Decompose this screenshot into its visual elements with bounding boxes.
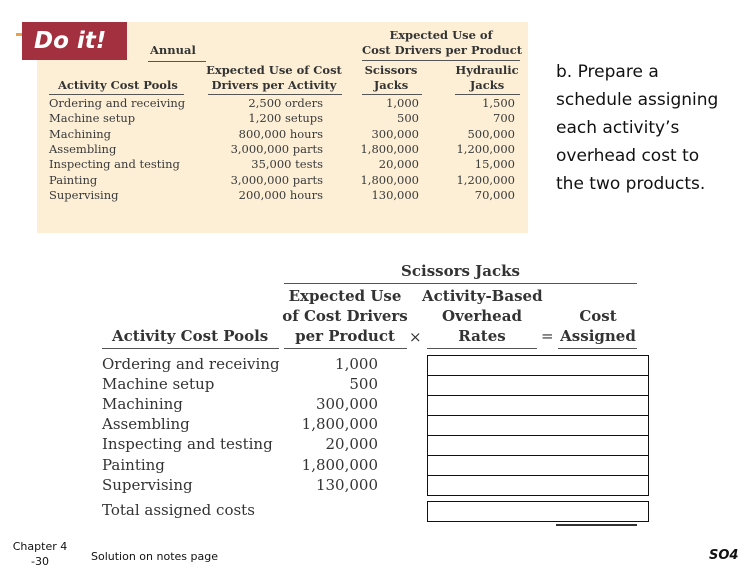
instruction-text: b. Prepare a schedule assigning each activity’s overhead cost to the two products. bbox=[556, 62, 719, 194]
schedule-pool: Inspecting and testing bbox=[102, 435, 273, 454]
divider bbox=[362, 60, 520, 61]
schedule-pool: Ordering and receiving bbox=[102, 355, 280, 373]
col-header-hydraulic: Hydraulic Jacks bbox=[455, 63, 519, 92]
given-cell-scissors: 500 bbox=[397, 111, 419, 126]
given-cell-drivers: 800,000 hours bbox=[238, 126, 323, 141]
given-cell-hydraulic: 1,200,000 bbox=[456, 141, 515, 156]
given-cell-scissors: 20,000 bbox=[378, 157, 419, 172]
times-sign: × bbox=[409, 328, 422, 346]
given-cell-drivers: 3,000,000 parts bbox=[230, 141, 323, 156]
divider bbox=[148, 61, 206, 62]
given-cell-scissors: 1,800,000 bbox=[360, 172, 419, 187]
divider bbox=[455, 94, 520, 95]
given-cell-drivers: 35,000 tests bbox=[251, 157, 323, 172]
schedule-use: 130,000 bbox=[315, 475, 378, 494]
divider bbox=[102, 348, 279, 349]
header-group-line2: Cost Drivers per Product bbox=[362, 43, 523, 57]
divider bbox=[49, 94, 184, 95]
given-cell-drivers: 200,000 hours bbox=[238, 187, 323, 202]
given-cell-pool: Assembling bbox=[49, 141, 117, 156]
divider bbox=[208, 94, 342, 95]
divider bbox=[284, 348, 407, 349]
answer-box[interactable] bbox=[427, 355, 649, 376]
given-cell-scissors: 1,800,000 bbox=[360, 141, 419, 156]
answer-box[interactable] bbox=[427, 475, 649, 496]
schedule-use: 1,800,000 bbox=[301, 455, 378, 474]
answer-box[interactable] bbox=[427, 455, 649, 476]
schedule-use: 500 bbox=[349, 375, 378, 394]
schedule-use: 1,000 bbox=[335, 355, 378, 373]
col-header-use: Expected Use of Cost Drivers per Product bbox=[282, 287, 408, 345]
col-header-cost: Cost Assigned bbox=[560, 307, 636, 345]
col-header-drivers: Expected Use of Cost Drivers per Activity bbox=[206, 63, 342, 92]
schedule-use: 20,000 bbox=[325, 435, 378, 454]
col-header-pools: Activity Cost Pools bbox=[58, 78, 178, 92]
given-cell-drivers: 2,500 orders bbox=[248, 96, 323, 110]
answer-box[interactable] bbox=[427, 375, 649, 396]
divider bbox=[362, 94, 422, 95]
equals-sign: = bbox=[541, 327, 554, 345]
divider bbox=[427, 348, 537, 349]
chapter-page: Chapter 4 -30 bbox=[12, 540, 68, 568]
schedule-use: 300,000 bbox=[315, 395, 378, 414]
header-annual: Annual bbox=[150, 43, 196, 57]
total-answer-box[interactable] bbox=[427, 501, 649, 522]
schedule-pool: Painting bbox=[102, 455, 165, 474]
given-cell-hydraulic: 1,200,000 bbox=[456, 172, 515, 187]
given-cell-pool: Ordering and receiving bbox=[49, 96, 186, 110]
given-cell-scissors: 300,000 bbox=[371, 126, 419, 141]
given-cell-pool: Machine setup bbox=[49, 111, 136, 126]
schedule-pool: Machine setup bbox=[102, 375, 215, 394]
col-header-rates: Activity-Based Overhead Rates bbox=[422, 287, 543, 345]
given-cell-hydraulic: 15,000 bbox=[474, 157, 515, 172]
given-cell-pool: Supervising bbox=[49, 187, 119, 202]
answer-box[interactable] bbox=[427, 415, 649, 436]
total-underline bbox=[556, 524, 637, 526]
col-header-pools: Activity Cost Pools bbox=[112, 327, 269, 345]
divider bbox=[558, 348, 637, 349]
given-cell-drivers: 1,200 setups bbox=[248, 111, 323, 126]
given-cell-hydraulic: 700 bbox=[493, 111, 515, 126]
given-cell-hydraulic: 1,500 bbox=[482, 96, 515, 110]
given-cell-pool: Inspecting and testing bbox=[49, 157, 180, 172]
given-cell-pool: Machining bbox=[49, 126, 112, 141]
col-header-scissors: Scissors Jacks bbox=[364, 63, 418, 92]
answer-box[interactable] bbox=[427, 435, 649, 456]
given-cell-pool: Painting bbox=[49, 172, 98, 187]
divider bbox=[284, 283, 637, 284]
given-cell-scissors: 1,000 bbox=[386, 96, 419, 110]
schedule-use: 1,800,000 bbox=[301, 415, 378, 434]
header-group-line1: Expected Use of bbox=[389, 28, 493, 42]
given-cell-hydraulic: 500,000 bbox=[467, 126, 515, 141]
total-label: Total assigned costs bbox=[102, 501, 255, 519]
schedule-pool: Supervising bbox=[102, 475, 193, 494]
answer-box[interactable] bbox=[427, 395, 649, 416]
do-it-badge: Do it! bbox=[22, 22, 127, 60]
given-cell-hydraulic: 70,000 bbox=[474, 187, 515, 202]
study-objective: SO4 bbox=[709, 548, 739, 563]
schedule-pool: Assembling bbox=[102, 415, 190, 434]
schedule-title: Scissors Jacks bbox=[401, 262, 520, 280]
given-cell-scissors: 130,000 bbox=[371, 187, 419, 202]
notes-reference: Solution on notes page bbox=[91, 550, 218, 563]
schedule-pool: Machining bbox=[102, 395, 183, 414]
given-cell-drivers: 3,000,000 parts bbox=[230, 172, 323, 187]
